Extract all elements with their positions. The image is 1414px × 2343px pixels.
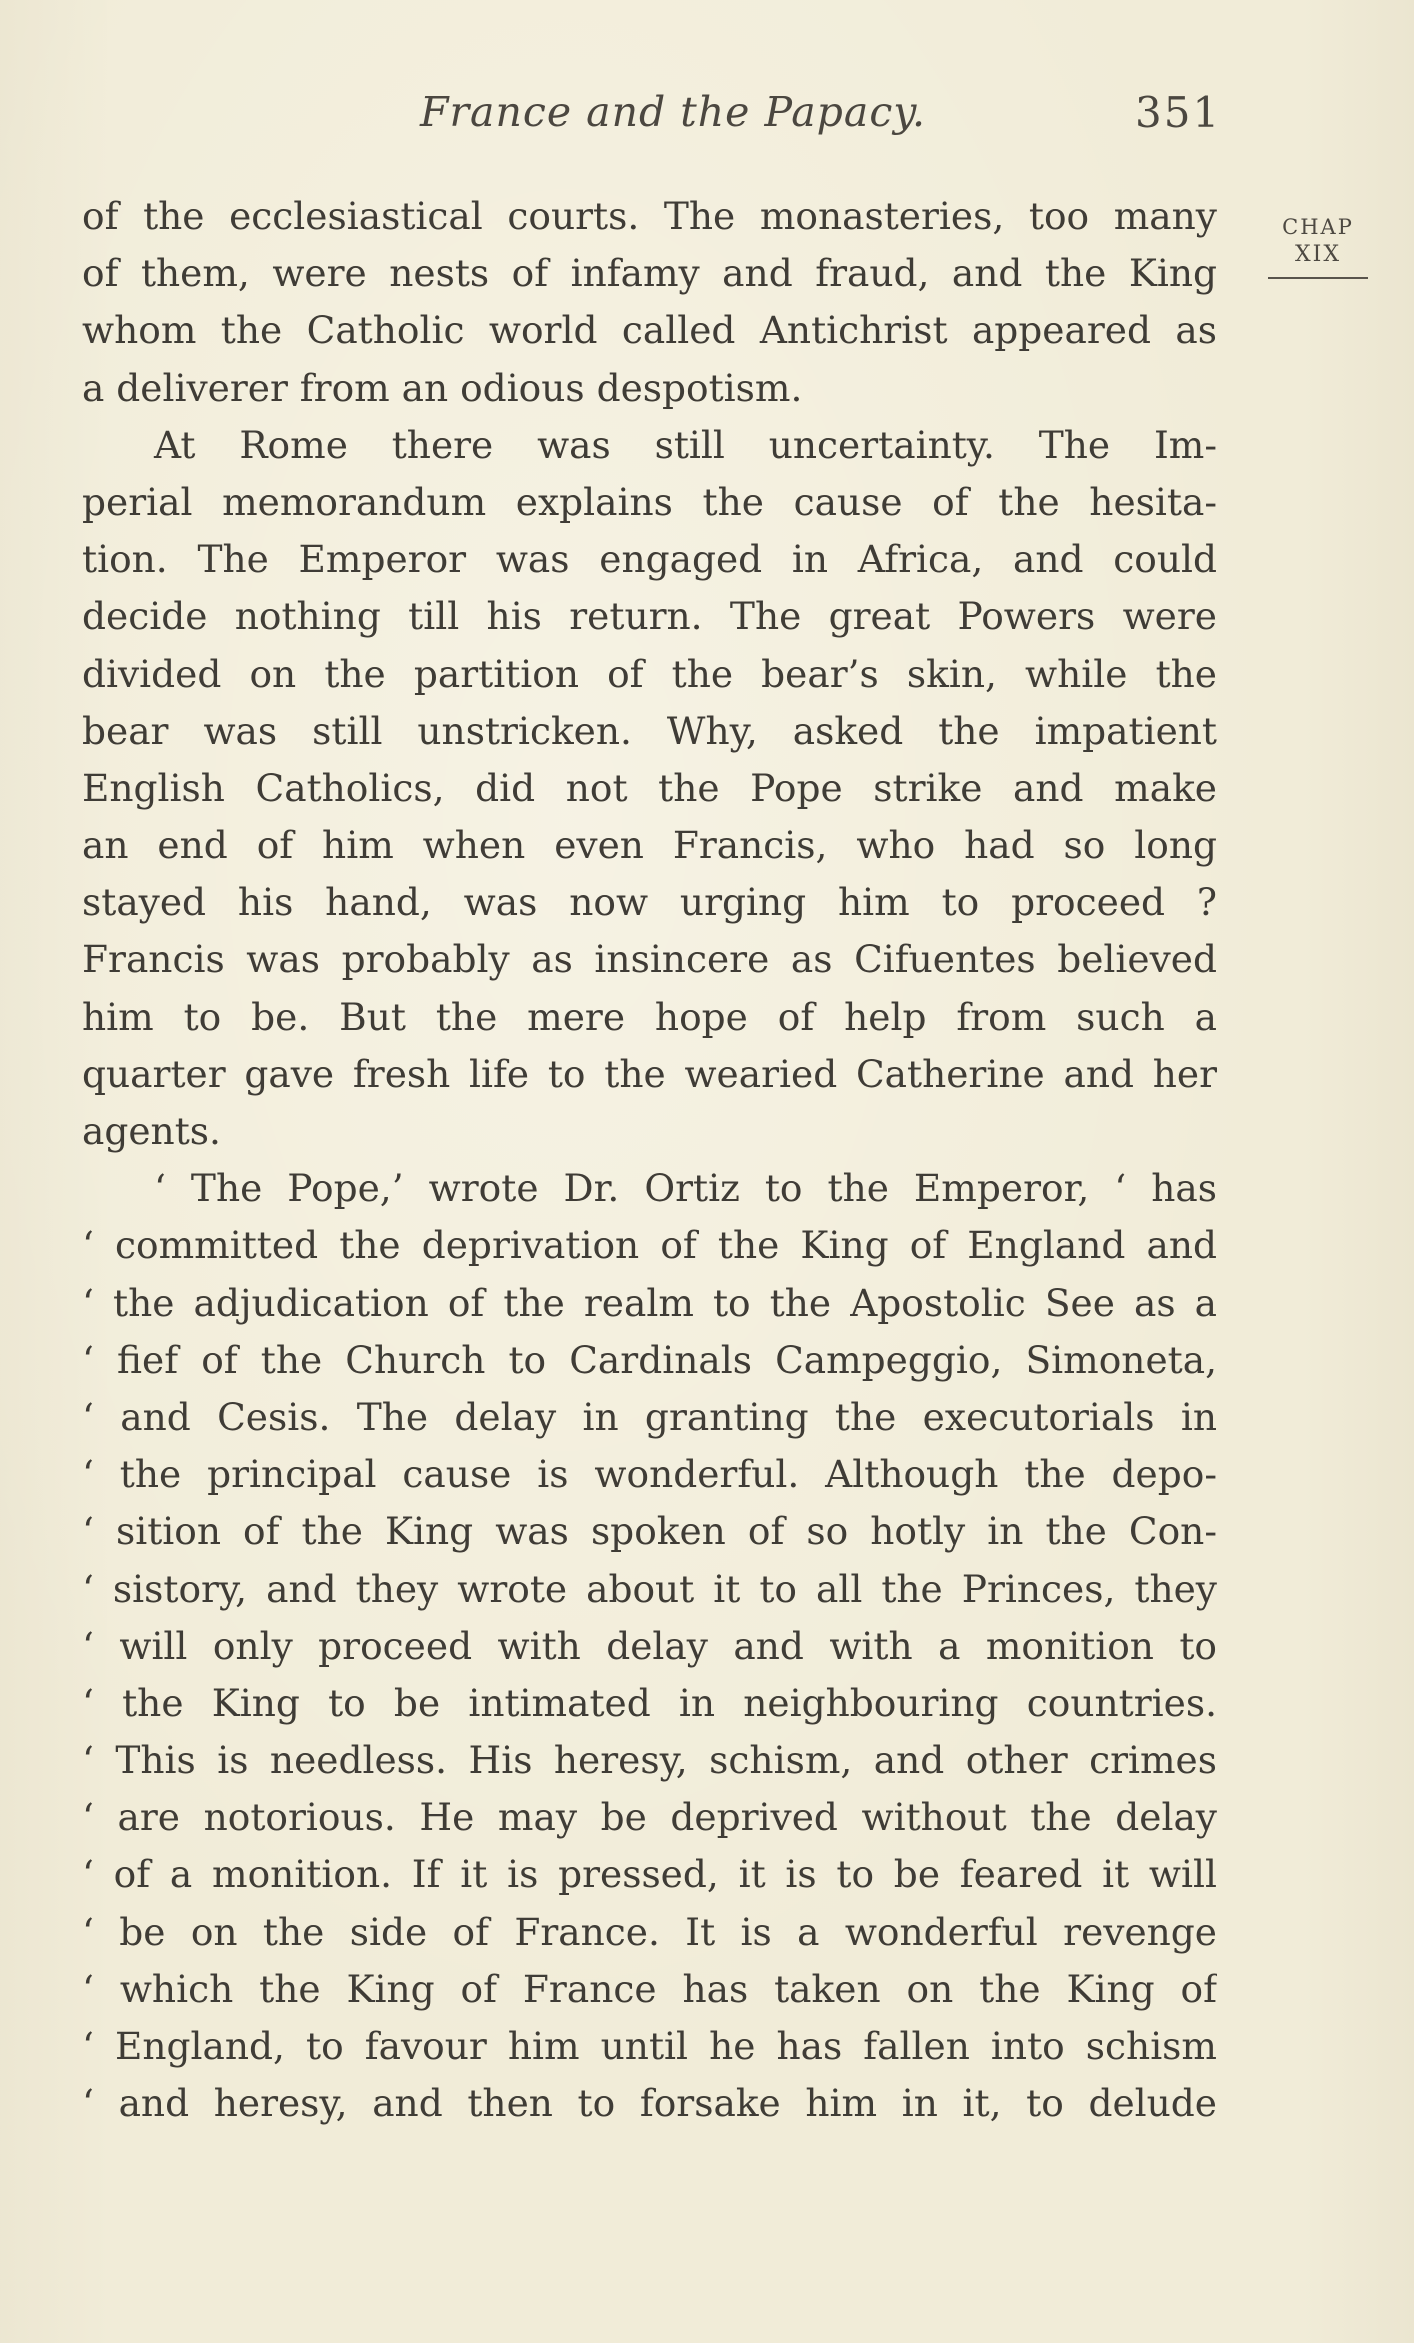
text-line: ‘ the King to be intimated in neighbouring countries. <box>82 1680 1217 1725</box>
chapter-margin-note <box>1268 215 1368 279</box>
chapter-rule <box>1268 277 1368 279</box>
text-line: divided on the partition of the bear’s skin, while the <box>82 651 1217 696</box>
text-line: ‘ and Cesis. The delay in granting the executorials in <box>82 1394 1217 1439</box>
text-line: ‘ the principal cause is wonderful. Although the depo- <box>82 1452 1217 1497</box>
text-line: ‘ be on the side of France. It is a wonderful revenge <box>82 1909 1217 1954</box>
chapter-label: CHAP <box>1282 215 1354 239</box>
text-line: ‘ and heresy, and then to forsake him in it, to delude <box>82 2081 1217 2126</box>
text-line: Francis was probably as insincere as Cifuentes believed <box>82 937 1217 982</box>
text-line: ‘ England, to favour him until he has fallen into schism <box>82 2024 1217 2068</box>
page-number: 351 <box>1135 88 1222 137</box>
text-line: an end of him when even Francis, who had so long <box>82 823 1217 868</box>
text-line: ‘ sition of the King was spoken of so hotly in the Con- <box>82 1509 1217 1554</box>
text-line: ‘ the adjudication of the realm to the Apostolic See as a <box>82 1280 1217 1325</box>
body-text <box>82 188 1217 2132</box>
text-line: stayed his hand, was now urging him to proceed ? <box>82 880 1217 925</box>
chapter-number: XIX <box>1294 242 1341 267</box>
running-title: France and the Papacy. <box>420 88 927 136</box>
text-line: At Rome there was still uncertainty. The Im- <box>154 422 1217 467</box>
text-line: quarter gave fresh life to the wearied Catherine and her <box>82 1051 1217 1096</box>
text-line: tion. The Emperor was engaged in Africa, and could <box>82 537 1217 582</box>
text-line: of them, were nests of infamy and fraud, and the King <box>82 251 1217 296</box>
text-line: decide nothing till his return. The great Powers were <box>82 594 1217 639</box>
text-line: a deliverer from an odious despotism. <box>82 365 803 410</box>
text-line: ‘ are notorious. He may be deprived without the delay <box>82 1795 1217 1840</box>
text-line: of the ecclesiastical courts. The monasteries, too many <box>82 194 1217 238</box>
text-line: him to be. But the mere hope of help from such a <box>82 994 1217 1039</box>
text-line: whom the Catholic world called Antichrist appeared as <box>82 308 1217 353</box>
text-line: agents. <box>82 1109 221 1153</box>
text-line: perial memorandum explains the cause of the hesita- <box>82 479 1217 524</box>
text-line: ‘ sistory, and they wrote about it to all the Princes, they <box>82 1566 1217 1611</box>
text-line: ‘ This is needless. His heresy, schism, and other crimes <box>82 1738 1217 1783</box>
text-line: ‘ which the King of France has taken on the King of <box>82 1966 1217 2011</box>
text-line: ‘ The Pope,’ wrote Dr. Ortiz to the Emperor, ‘ has <box>154 1166 1217 1211</box>
text-line: ‘ committed the deprivation of the King of England and <box>82 1223 1217 1268</box>
text-line: ‘ will only proceed with delay and with a monition to <box>82 1623 1217 1668</box>
text-line: bear was still unstricken. Why, asked the impatient <box>82 708 1217 753</box>
text-line: English Catholics, did not the Pope strike and make <box>82 765 1217 810</box>
running-head <box>0 88 1414 148</box>
text-line: ‘ fief of the Church to Cardinals Campeggio, Simoneta, <box>82 1337 1217 1382</box>
text-line: ‘ of a monition. If it is pressed, it is to be feared it will <box>82 1852 1217 1897</box>
